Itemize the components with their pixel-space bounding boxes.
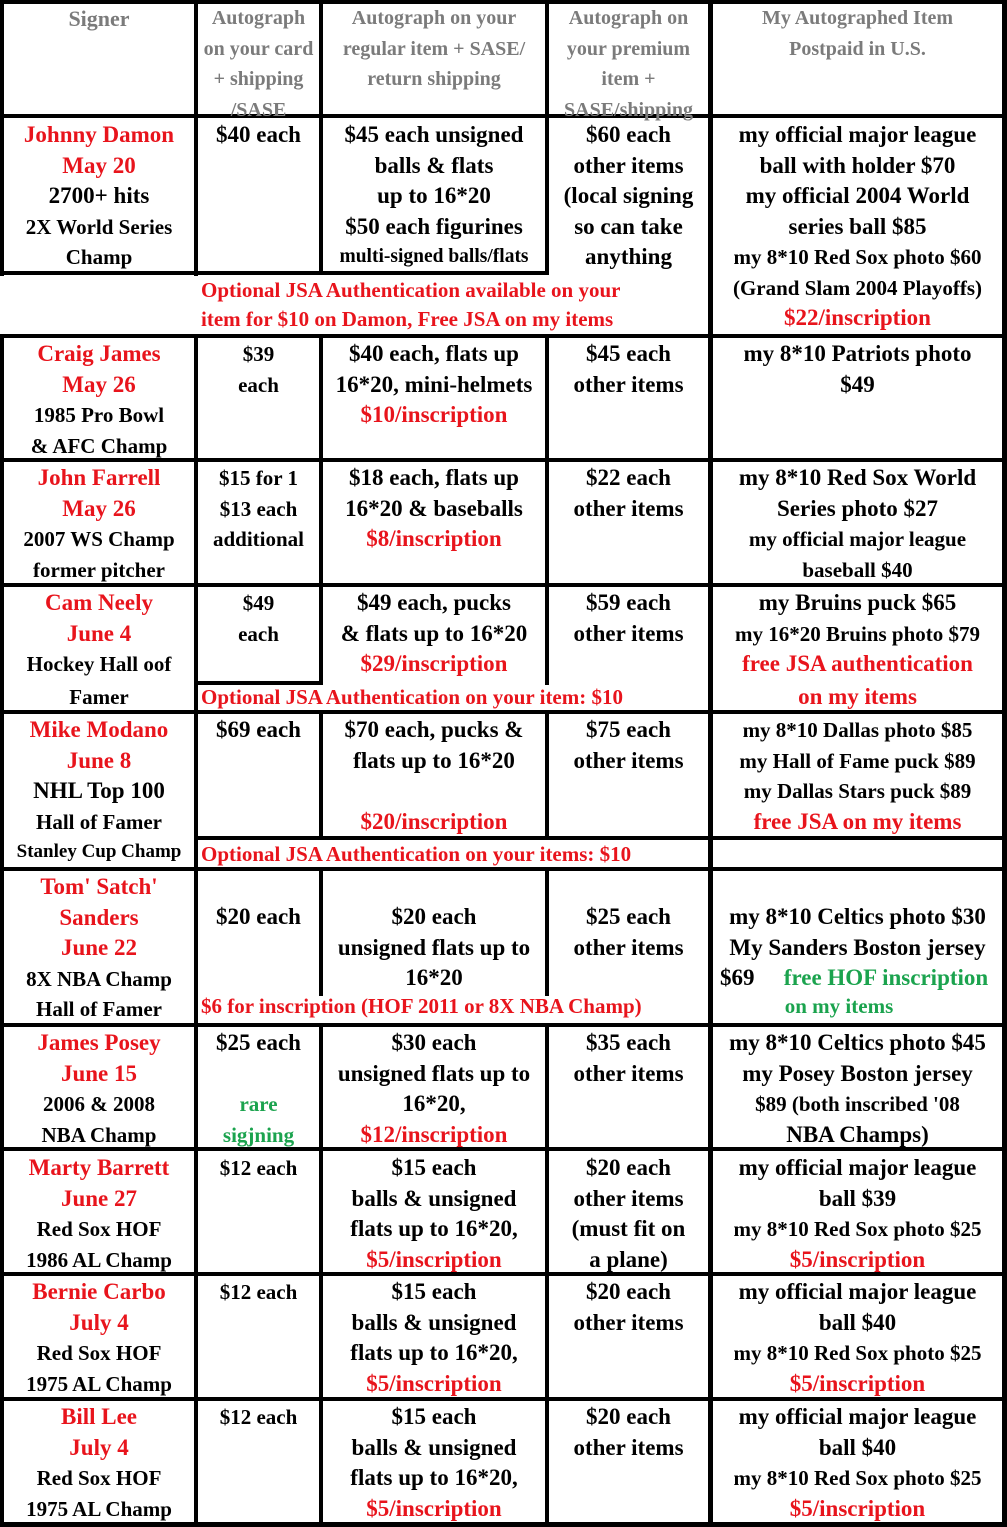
premium-price-cell: $45 each other items bbox=[573, 341, 684, 397]
premium-price-cell: $25 each other items bbox=[573, 904, 684, 960]
card-price-cell: $25 each rare sigjning bbox=[216, 1030, 301, 1147]
premium-price-cell: $22 each other items bbox=[573, 465, 684, 521]
header-signer: Signer bbox=[68, 6, 130, 31]
regular-price-cell: $49 each, pucks & flats up to 16*20 $29/inscription bbox=[340, 590, 528, 676]
signer-cell: Tom' Satch' Sanders June 22 8X NBA Champ Hall of Famer bbox=[26, 874, 172, 1021]
card-price-cell: $49 each bbox=[238, 591, 279, 646]
premium-price-cell: $35 each other items bbox=[573, 1030, 684, 1086]
card-price-cell: $20 each bbox=[216, 904, 301, 929]
jsa-note: Optional JSA Authentication on your items: $10 bbox=[201, 842, 632, 866]
my-items-cell: my 8*10 Patriots photo $49 bbox=[743, 341, 972, 397]
my-items-cell: my official major league ball $40 my 8*10 Red Sox photo $25 $5/inscription bbox=[733, 1279, 982, 1396]
my-items-cell: my 8*10 Celtics photo $45 my Posey Boston jersey $89 (both inscribed '08 NBA Champs) bbox=[729, 1030, 986, 1147]
regular-price-cell: $15 each balls & unsigned flats up to 16*20, $5/inscription bbox=[350, 1155, 518, 1272]
signer-cell: Johnny Damon May 20 2700+ hits 2X World Series Champ bbox=[23, 122, 175, 269]
premium-price-cell: $20 each other items (must fit on a plane) bbox=[571, 1155, 686, 1272]
grid-line bbox=[0, 114, 1007, 118]
card-price-cell: $12 each bbox=[219, 1405, 298, 1429]
premium-price-cell: $20 each other items bbox=[573, 1404, 684, 1460]
signer-cell: Bernie Carbo July 4 Red Sox HOF 1975 AL Champ bbox=[26, 1279, 172, 1396]
card-price-cell: $40 each bbox=[216, 122, 301, 147]
header-regular: Autograph on your regular item + SASE/ return shipping bbox=[342, 7, 526, 90]
regular-price-cell: $45 each unsigned balls & flats up to 16*20 $50 each figurines multi-signed balls/flats bbox=[339, 122, 529, 267]
grid-line bbox=[1002, 0, 1007, 1527]
jsa-note: Optional JSA Authentication available on your item for $10 on Damon, Free JSA on my items bbox=[201, 278, 621, 331]
signer-cell: Marty Barrett June 27 Red Sox HOF 1986 AL Champ bbox=[26, 1155, 172, 1272]
regular-price-cell: $15 each balls & unsigned flats up to 16*20, $5/inscription bbox=[350, 1279, 518, 1396]
regular-price-cell: $70 each, pucks & flats up to 16*20 $20/inscription bbox=[344, 717, 524, 834]
my-items-cell: my 8*10 Dallas photo $85 my Hall of Fame puck $89 my Dallas Stars puck $89 free JSA on my items bbox=[739, 718, 976, 834]
header-premium: Autograph on your premium item + SASE/shipping bbox=[564, 7, 693, 121]
my-items-cell-jersey-price: $69 bbox=[720, 965, 755, 990]
free-hof-note: on my items bbox=[784, 994, 894, 1018]
header-mine: My Autographed Item Postpaid in U.S. bbox=[761, 7, 954, 60]
card-price-cell: $12 each bbox=[219, 1156, 298, 1180]
my-items-cell: my official major league ball $39 my 8*10 Red Sox photo $25 $5/inscription bbox=[733, 1155, 982, 1272]
header-card: Autograph on your card + shipping /SASE bbox=[203, 7, 314, 121]
regular-price-cell: $18 each, flats up 16*20 & baseballs $8/inscription bbox=[345, 465, 523, 551]
my-items-cell: my 8*10 Celtics photo $30 My Sanders Boston jersey bbox=[729, 904, 986, 960]
my-items-cell: my official major league ball with holder $70 my official 2004 World series ball $85 my 8*10 Red Sox photo $60 (Grand Slam 2004 Playoffs) $22/inscription bbox=[732, 122, 983, 330]
signer-cell: Craig James May 26 1985 Pro Bowl & AFC Champ bbox=[30, 341, 168, 458]
premium-price-cell: $20 each other items bbox=[573, 1279, 684, 1335]
grid-line bbox=[0, 334, 1007, 338]
my-items-cell: my 8*10 Red Sox World Series photo $27 my official major league baseball $40 bbox=[738, 465, 977, 582]
regular-price-cell: $20 each unsigned flats up to 16*20 bbox=[337, 904, 531, 990]
free-hof-note: free HOF inscription bbox=[783, 965, 989, 990]
signer-cell: James Posey June 15 2006 & 2008 NBA Champ bbox=[37, 1030, 161, 1147]
card-price-cell: $39 each bbox=[238, 342, 279, 397]
card-price-cell: $15 for 1 $13 each additional bbox=[212, 466, 305, 551]
regular-price-cell: $40 each, flats up 16*20, mini-helmets $10/inscription bbox=[335, 341, 533, 427]
card-price-cell: $69 each bbox=[216, 717, 301, 742]
inscription-note: $6 for inscription (HOF 2011 or 8X NBA Champ) bbox=[201, 994, 642, 1018]
regular-price-cell: $30 each unsigned flats up to 16*20, $12/inscription bbox=[337, 1030, 531, 1147]
jsa-note: Optional JSA Authentication on your item: $10 bbox=[201, 685, 623, 709]
premium-price-cell: $59 each other items bbox=[573, 590, 684, 646]
regular-price-cell: $15 each balls & unsigned flats up to 16*20, $5/inscription bbox=[350, 1404, 518, 1521]
premium-price-cell: $60 each other items (local signing so can take anything bbox=[563, 122, 694, 269]
premium-price-cell: $75 each other items bbox=[573, 717, 684, 773]
signer-cell: Bill Lee July 4 Red Sox HOF 1975 AL Champ bbox=[26, 1404, 172, 1521]
signer-cell: Mike Modano June 8 NHL Top 100 Hall of Famer Stanley Cup Champ bbox=[16, 717, 182, 862]
my-items-cell: my official major league ball $40 my 8*10 Red Sox photo $25 $5/inscription bbox=[733, 1404, 982, 1521]
signer-cell: John Farrell May 26 2007 WS Champ former pitcher bbox=[23, 465, 175, 582]
signer-cell: Cam Neely June 4 Hockey Hall oof Famer bbox=[26, 590, 172, 709]
my-items-cell: my Bruins puck $65 my 16*20 Bruins photo $79 free JSA authentication on my items bbox=[734, 590, 981, 709]
card-price-cell: $12 each bbox=[219, 1280, 298, 1304]
